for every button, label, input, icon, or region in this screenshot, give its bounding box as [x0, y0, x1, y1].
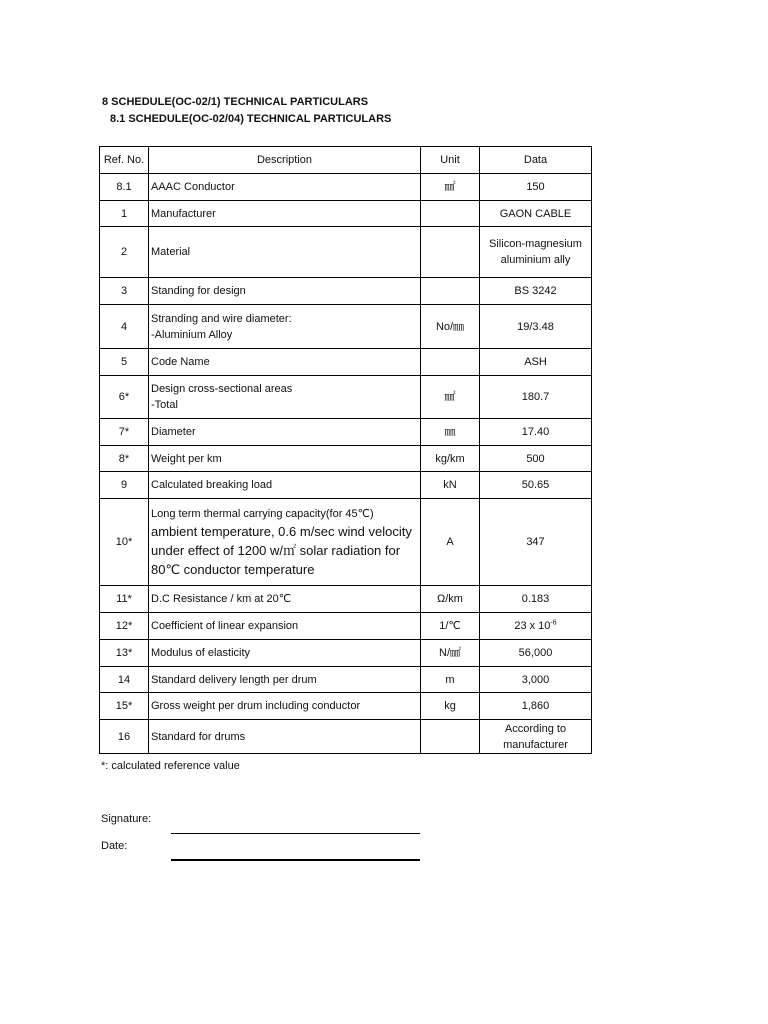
- table-row: [100, 640, 592, 667]
- description-cell: Diameter: [149, 419, 421, 446]
- unit-cell: m: [421, 667, 480, 693]
- table-row: [100, 201, 592, 227]
- description-cell: Material: [149, 227, 421, 278]
- unit-cell: [421, 201, 480, 227]
- description-cell: Modulus of elasticity: [149, 640, 421, 667]
- ref-cell: 8*: [100, 446, 149, 472]
- unit-cell: No/㎜: [421, 305, 480, 349]
- data-cell: 50.65: [480, 472, 592, 499]
- ref-cell: 3: [100, 278, 149, 305]
- unit-cell: A: [421, 499, 480, 586]
- unit-cell: Ω/km: [421, 586, 480, 613]
- ref-cell: 11*: [100, 586, 149, 613]
- ref-cell: 16: [100, 720, 149, 754]
- description-cell: Standing for design: [149, 278, 421, 305]
- data-cell: 17.40: [480, 419, 592, 446]
- description-cell: Coefficient of linear expansion: [149, 613, 421, 640]
- unit-cell: [421, 349, 480, 376]
- data-cell: According to manufacturer: [480, 720, 592, 754]
- signature-label: Signature:: [101, 813, 152, 825]
- unit-cell: [421, 227, 480, 278]
- ref-cell: 6*: [100, 376, 149, 419]
- data-cell: 347: [480, 499, 592, 586]
- data-cell: 19/3.48: [480, 305, 592, 349]
- ref-cell: 14: [100, 667, 149, 693]
- ref-cell: 1: [100, 201, 149, 227]
- unit-cell: kN: [421, 472, 480, 499]
- data-value: 23 x 10: [514, 620, 551, 632]
- footnote: *: calculated reference value: [101, 760, 240, 772]
- table-row: [100, 472, 592, 499]
- ref-cell: 2: [100, 227, 149, 278]
- table-row: [100, 376, 592, 419]
- data-cell: ASH: [480, 349, 592, 376]
- table-row: [100, 667, 592, 693]
- unit-cell: ㎟: [421, 174, 480, 201]
- description-cell: Calculated breaking load: [149, 472, 421, 499]
- description-cell: Gross weight per drum including conductor: [149, 693, 421, 720]
- unit-cell: [421, 720, 480, 754]
- table-row: [100, 174, 592, 201]
- table-row: [100, 613, 592, 640]
- ref-cell: 7*: [100, 419, 149, 446]
- description-line: Long term thermal carrying capacity(for 45℃): [151, 507, 374, 520]
- header-ref: Ref. No.: [100, 147, 149, 174]
- date-line[interactable]: [171, 859, 420, 861]
- unit-cell: [421, 278, 480, 305]
- description-cell: Stranding and wire diameter: -Aluminium Alloy: [149, 305, 421, 349]
- ref-cell: 13*: [100, 640, 149, 667]
- ref-cell: 12*: [100, 613, 149, 640]
- ref-cell: 4: [100, 305, 149, 349]
- technical-particulars-table: [99, 146, 592, 754]
- table-row: [100, 278, 592, 305]
- description-cell: Standard for drums: [149, 720, 421, 754]
- subschedule-heading: 8.1 SCHEDULE(OC-02/04) TECHNICAL PARTICULARS: [110, 113, 392, 125]
- table-row: [100, 693, 592, 720]
- description-cell: D.C Resistance / km at 20℃: [149, 586, 421, 613]
- table-row: [100, 227, 592, 278]
- description-cell: AAAC Conductor: [149, 174, 421, 201]
- description-cell: Weight per km: [149, 446, 421, 472]
- description-cell: Design cross-sectional areas -Total: [149, 376, 421, 419]
- data-cell: 150: [480, 174, 592, 201]
- table-row: [100, 305, 592, 349]
- unit-cell: ㎜: [421, 419, 480, 446]
- ref-cell: 9: [100, 472, 149, 499]
- description-continuation: ambient temperature, 0.6 m/sec wind velocity under effect of 1200 w/㎡ solar radiation for 80℃ conductor temperature: [151, 523, 412, 577]
- description-cell: Standard delivery length per drum: [149, 667, 421, 693]
- table-row: [100, 419, 592, 446]
- schedule-heading: 8 SCHEDULE(OC-02/1) TECHNICAL PARTICULARS: [102, 96, 369, 108]
- table-header-row: [100, 147, 592, 174]
- data-cell: 3,000: [480, 667, 592, 693]
- table-row: [100, 586, 592, 613]
- date-label: Date:: [101, 840, 128, 852]
- table-row: [100, 720, 592, 754]
- data-cell: 500: [480, 446, 592, 472]
- header-data: Data: [480, 147, 592, 174]
- ref-cell: 5: [100, 349, 149, 376]
- ref-cell: 10*: [100, 499, 149, 586]
- data-cell: 180.7: [480, 376, 592, 419]
- unit-cell: kg: [421, 693, 480, 720]
- unit-cell: ㎟: [421, 376, 480, 419]
- table-row: [100, 349, 592, 376]
- description-cell: Manufacturer: [149, 201, 421, 227]
- data-cell: 0.183: [480, 586, 592, 613]
- signature-line[interactable]: [171, 833, 420, 834]
- description-cell: Code Name: [149, 349, 421, 376]
- description-cell: [149, 499, 421, 586]
- data-cell: [480, 613, 592, 640]
- data-cell: Silicon-magnesium aluminium ally: [480, 227, 592, 278]
- data-cell: GAON CABLE: [480, 201, 592, 227]
- header-description: Description: [149, 147, 421, 174]
- data-cell: BS 3242: [480, 278, 592, 305]
- header-unit: Unit: [421, 147, 480, 174]
- table-row: [100, 499, 592, 586]
- data-cell: 1,860: [480, 693, 592, 720]
- ref-cell: 15*: [100, 693, 149, 720]
- unit-cell: kg/km: [421, 446, 480, 472]
- unit-cell: 1/℃: [421, 613, 480, 640]
- data-cell: 56,000: [480, 640, 592, 667]
- ref-cell: 8.1: [100, 174, 149, 201]
- exponent: -6: [550, 619, 557, 627]
- unit-cell: N/㎟: [421, 640, 480, 667]
- table-row: [100, 446, 592, 472]
